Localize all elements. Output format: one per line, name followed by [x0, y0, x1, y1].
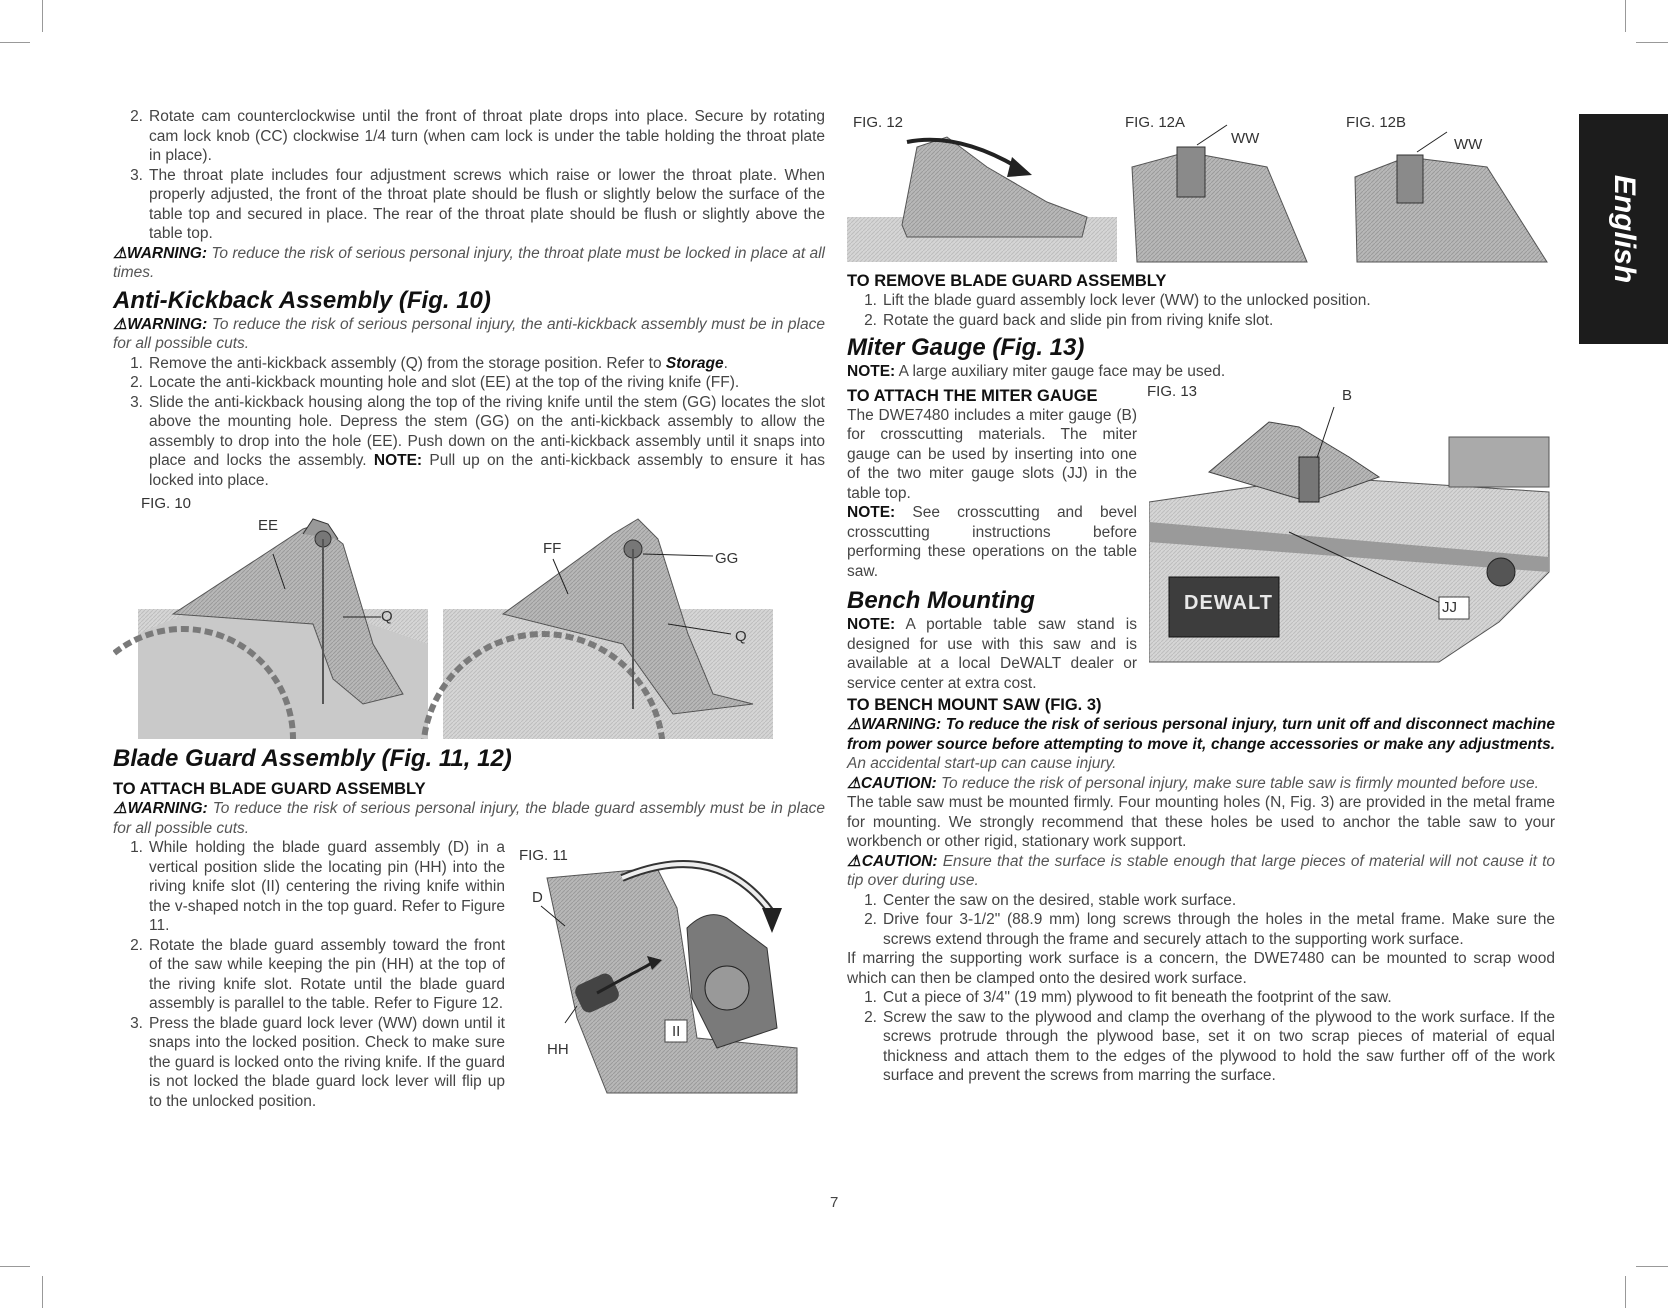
callout-q: Q: [381, 608, 393, 625]
anti-kickback-heading: Anti-Kickback Assembly (Fig. 10): [113, 286, 491, 314]
list-item: 3. Press the blade guard lock lever (WW) down until it snaps into the locked position. Check to make sure the guard is locked onto the riving knife. If the guard is not locked the blade guard lock lever will flip up to the unlocked position.: [130, 1014, 505, 1110]
callout-ee: EE: [258, 517, 279, 534]
miter-gauge-heading: Miter Gauge (Fig. 13): [847, 334, 1085, 361]
figure-13: [1149, 382, 1554, 692]
warning-anti-kickback: ⚠WARNING: To reduce the risk of serious personal injury, the anti-kickback assembly must be in place for all possible cuts.: [113, 315, 825, 352]
fig10-label: FIG. 10: [141, 495, 192, 512]
crop-mark: [42, 1276, 43, 1308]
right-column: [847, 107, 1555, 1086]
crop-mark: [42, 0, 43, 32]
bench-mounting-heading: Bench Mounting: [847, 587, 1035, 614]
crop-mark: [0, 1266, 30, 1267]
miter-text-column: [847, 382, 1137, 694]
warning-icon: ⚠: [847, 852, 862, 870]
bench-mount-heading: TO BENCH MOUNT SAW (FIG. 3): [847, 696, 1102, 714]
list-item: 2. Rotate the guard back and slide pin from riving knife slot.: [864, 311, 1274, 329]
callout-ww: WW: [1231, 130, 1260, 147]
crop-mark: [1625, 1276, 1626, 1308]
warning-bench-mount: ⚠WARNING: To reduce the risk of serious personal injury, turn unit off and disconnect machine from power source before attempting to move it, change accessories or make any adjustments. An accidental start-up can cause injury.: [847, 716, 1555, 772]
list-item: 3. The throat plate includes four adjustment screws which raise or lower the throat plate. When properly adjusted, the front of the throat plate should be flush or slightly below the surface of the table top and secured in place. The rear of the throat plate should be flush or slightly above the table top.: [130, 166, 825, 242]
blade-guard-steps: [113, 838, 505, 1111]
callout-ii: II: [672, 1023, 681, 1040]
fig12b-label: FIG. 12B: [1346, 114, 1407, 131]
list-item: 2. Rotate cam counterclockwise until the front of throat plate drops into place. Secure by rotating cam lock knob (CC) clockwise 1/4 turn (when cam lock is under the table holding the throat plate in place).: [130, 108, 825, 164]
callout-ff: FF: [543, 540, 562, 557]
attach-miter-note: NOTE: See crosscutting and bevel crosscutting instructions before performing these operations on the table saw.: [847, 504, 1137, 580]
fig13-image: [1149, 382, 1554, 692]
list-item: 2. Drive four 3-1/2" (88.9 mm) long screws through the holes in the metal frame. Make sure the screws extend through the frame and securely attach to the supporting work surface.: [864, 911, 1555, 948]
callout-gg: GG: [715, 550, 739, 567]
callout-d: D: [532, 889, 543, 906]
miter-note: NOTE: A large auxiliary miter gauge face may be used.: [847, 363, 1226, 380]
crop-mark: [1636, 42, 1668, 43]
callout-ww: WW: [1454, 136, 1483, 153]
miter-row: [847, 382, 1555, 694]
language-tab-label: English: [1607, 174, 1641, 284]
warning-icon: ⚠: [847, 716, 862, 733]
list-item: 2. Rotate the blade guard assembly toward the front of the saw while keeping the pin (HH) at the top of the riving knife slot. Rotate until the blade guard assembly is parallel to the table. Refer to Figure 12.: [130, 936, 505, 1012]
attach-miter-heading: TO ATTACH THE MITER GAUGE: [847, 386, 1098, 405]
page-number: 7: [830, 1194, 839, 1211]
figure-10: [113, 494, 825, 739]
warning-icon: ⚠: [113, 244, 127, 262]
warning-throat-plate: ⚠WARNING: To reduce the risk of serious personal injury, the throat plate must be locked in place at all times.: [113, 244, 825, 281]
blade-guard-steps-row: [113, 838, 825, 1111]
crop-mark: [1625, 0, 1626, 32]
callout-jj: JJ: [1442, 598, 1457, 616]
list-item: 3. Slide the anti-kickback housing along the top of the riving knife until the stem (GG) locates the slot above the mounting hole. Depress the stem (GG) on the anti-kickback assembly to allow the assembly to drop into the hole (EE). Push down on the anti-kickback assembly until it snaps into place and locks the assembly. NOTE: Pull up on the anti-kickback assembly to ensure it has locked into place.: [130, 393, 826, 489]
warning-icon: ⚠: [113, 800, 128, 817]
warning-icon: ⚠: [847, 774, 861, 792]
warning-blade-guard: ⚠WARNING: To reduce the risk of serious personal injury, the blade guard assembly must be in place for all possible cuts.: [113, 800, 825, 837]
callout-hh: HH: [547, 1041, 569, 1058]
fig12-images: [847, 107, 1555, 267]
list-item: 1. While holding the blade guard assembly (D) in a vertical position slide the locating pin (HH) into the riving knife slot (II) centering the riving knife within the v-shaped notch in the top guard. Refer to Figure 11.: [130, 839, 505, 934]
fig12-label: FIG. 12: [853, 114, 904, 131]
attach-blade-guard-heading: TO ATTACH BLADE GUARD ASSEMBLY: [113, 780, 426, 798]
language-tab: [1579, 114, 1668, 344]
blade-guard-heading: Blade Guard Assembly (Fig. 11, 12): [113, 745, 512, 772]
list-item: 2. Screw the saw to the plywood and clamp the overhang of the plywood to the work surface. If the screws protrude through the plywood base, set it on two scrap pieces of material of equal thickness and attach them to the edges of the plywood to hold the saw further off of the work surface and prevent the screws from marring the surface.: [864, 1008, 1555, 1084]
crop-mark: [0, 42, 30, 43]
mount-paragraph: The table saw must be mounted firmly. Four mounting holes (N, Fig. 3) are provided in the metal frame for mounting. We strongly recommend that these holes be used to anchor the table saw to your workbench or other rigid, stationary work support.: [847, 794, 1555, 850]
marring-paragraph: If marring the supporting work surface is a concern, the DWE7480 can be mounted to scrap wood which can then be clamped onto the desired work surface.: [847, 950, 1555, 987]
dewalt-logo: DEWALT: [1184, 591, 1273, 614]
fig11-label: FIG. 11: [519, 847, 568, 864]
attach-miter-text: The DWE7480 includes a miter gauge (B) for crosscutting materials. The miter gauge can be used by inserting into one of the two miter gauge slots (JJ) in the table top.: [847, 406, 1137, 502]
fig13-label: FIG. 13: [1147, 382, 1198, 400]
list-item: 1. Center the saw on the desired, stable work surface.: [864, 891, 1237, 909]
callout-q: Q: [735, 628, 747, 645]
list-item: 1. Lift the blade guard assembly lock lever (WW) to the unlocked position.: [864, 292, 1371, 309]
bench-note: NOTE: A portable table saw stand is designed for use with this saw and is available at a local DeWALT dealer or service center at extra cost.: [847, 616, 1137, 692]
remove-blade-guard-heading: TO REMOVE BLADE GUARD ASSEMBLY: [847, 272, 1167, 290]
warning-icon: ⚠: [113, 315, 128, 333]
caution-stable: ⚠CAUTION: Ensure that the surface is stable enough that large pieces of material will not cause it to tip over during use.: [847, 852, 1555, 889]
fig12a-label: FIG. 12A: [1125, 114, 1186, 131]
list-item: 1. Cut a piece of 3/4" (19 mm) plywood to fit beneath the footprint of the saw.: [864, 989, 1392, 1006]
crop-mark: [1636, 1266, 1668, 1267]
fig10-image: [113, 494, 825, 739]
figure-11: [517, 838, 817, 1098]
list-item: 2. Locate the anti-kickback mounting hole and slot (EE) at the top of the riving knife (FF).: [130, 374, 740, 391]
left-column: [113, 107, 825, 1111]
list-item: 1. Remove the anti-kickback assembly (Q) from the storage position. Refer to Storage.: [130, 354, 728, 372]
callout-b: B: [1342, 386, 1353, 404]
caution-mounted: ⚠CAUTION: To reduce the risk of personal injury, make sure table saw is firmly mounted before use.: [847, 774, 1539, 792]
figure-12-row: [847, 107, 1555, 267]
